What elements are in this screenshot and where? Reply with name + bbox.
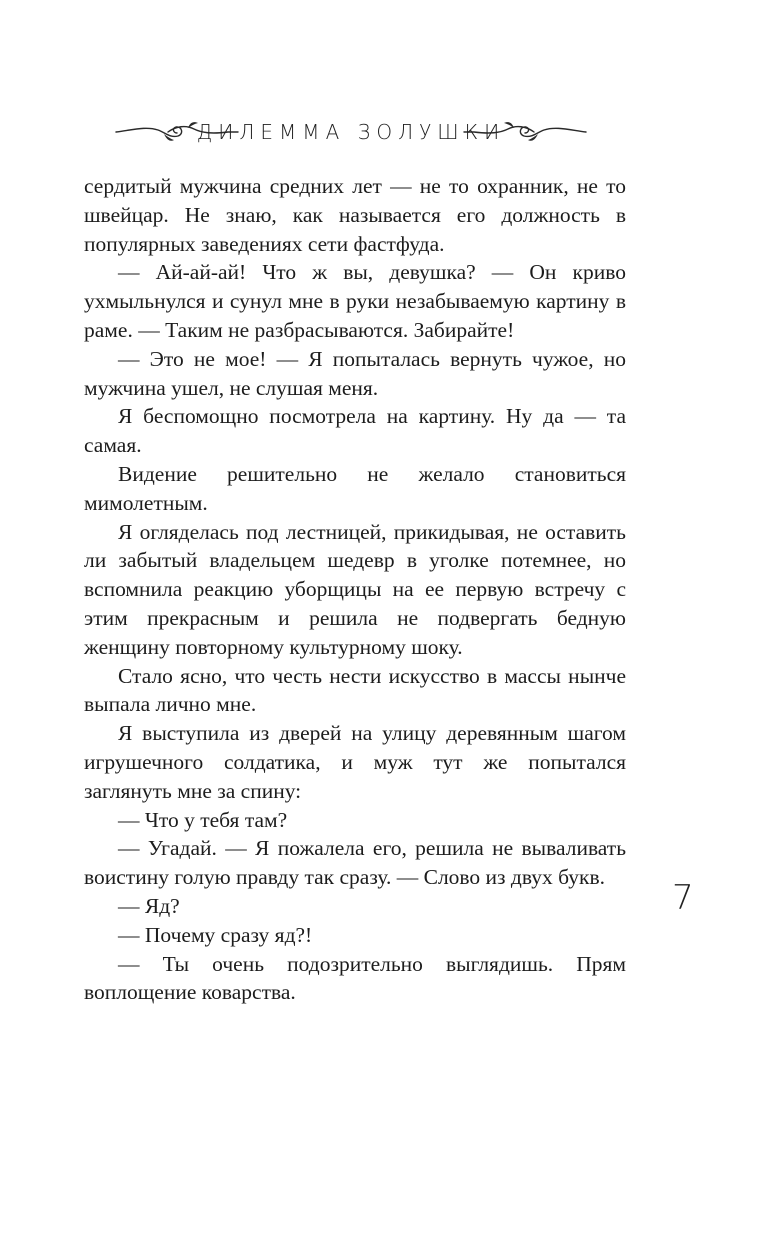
paragraph: — Яд?: [118, 893, 180, 918]
running-title: ДИЛЕММА ЗОЛУШКИ: [196, 120, 506, 144]
paragraph: — Ты очень подозрительно выглядишь. Прям воплощение коварства.: [84, 951, 626, 1005]
paragraph: — Угадай. — Я пожалела его, решила не вываливать воистину голую правду так сразу. — Слово из двух букв.: [84, 836, 626, 890]
body-text: [84, 172, 626, 1007]
paragraph: Я выступила из дверей на улицу деревянным шагом игрушечного солдатика, и муж тут же попытался заглянуть мне за спину:: [84, 721, 626, 803]
paragraph: — Что у тебя там?: [118, 807, 288, 832]
paragraph: Видение решительно не желало становиться мимолетным.: [84, 461, 626, 515]
paragraph: Я огляделась под лестницей, прикидывая, не оставить ли забытый владельцем шедевр в уголке потемнее, но вспомнила реакцию уборщицы на ее первую встречу с этим прекрасным и решила не подвергать бедную женщину повторному культурному шоку.: [84, 519, 626, 659]
page-number: 7: [672, 878, 694, 918]
running-header: [112, 112, 590, 152]
paragraph: Я беспомощно посмотрела на картину. Ну да — та самая.: [84, 404, 626, 458]
paragraph: — Ай-ай-ай! Что ж вы, девушка? — Он криво ухмыльнулся и сунул мне в руки незабываемую картину в раме. — Таким не разбрасываются. Забирайте!: [84, 260, 626, 342]
paragraph: — Это не мое! — Я попыталась вернуть чужое, но мужчина ушел, не слушая меня.: [84, 346, 626, 400]
paragraph: сердитый мужчина средних лет — не то охранник, не то швейцар. Не знаю, как называется его должность в популярных заведениях сети фастфуда.: [84, 174, 626, 256]
paragraph: Стало ясно, что честь нести искусство в массы нынче выпала лично мне.: [84, 663, 626, 717]
paragraph: — Почему сразу яд?!: [118, 922, 313, 947]
